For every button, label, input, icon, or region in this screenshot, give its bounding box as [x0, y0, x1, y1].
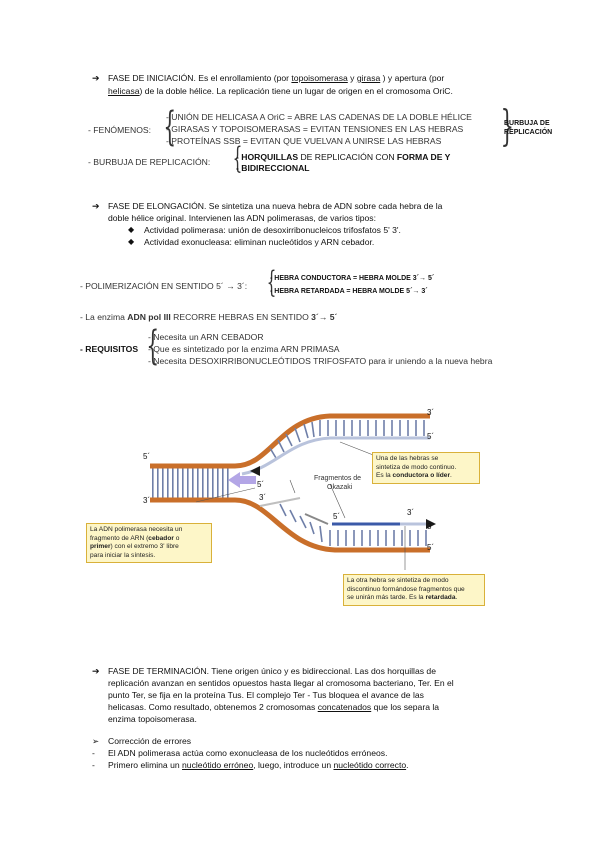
- label-top-right-3: 3´: [427, 408, 435, 417]
- terminacion-line-4: helicasas. Como resultado, obtenemos 2 cromosomas concatenados que los separa la: [108, 702, 440, 712]
- iniciacion-line-2: helicasa) de la doble hélice. La replicación tiene un lugar de origen en el cromosoma OriC.: [108, 86, 453, 96]
- terminacion-line-1: FASE DE TERMINACIÓN. Tiene origen único y es bidireccional. Las dos horquillas de: [108, 666, 436, 676]
- callout-conductora: Una de las hebras se sintetiza de modo continuo. Es la conductora o líder.: [372, 452, 480, 484]
- label-left-5: 5´: [143, 452, 151, 461]
- requisitos-label: - REQUISITOS: [80, 344, 139, 354]
- polimerizacion-label: - POLIMERIZACIÓN EN SENTIDO 5´ → 3´:: [80, 281, 248, 291]
- elongacion-sub-bullet-1: ◆: [128, 225, 135, 234]
- fenomenos-brace: {: [163, 104, 177, 150]
- label-low-right-3: 3´: [427, 522, 435, 531]
- label-okazaki: Okazaki: [327, 484, 353, 491]
- terminacion-line-5: enzima topoisomerasa.: [108, 714, 197, 724]
- label-low-right-5: 5´: [427, 543, 435, 552]
- label-lag-5: 5´: [333, 512, 341, 521]
- burbuja-brace: {: [232, 141, 243, 176]
- elongacion-line-1: FASE DE ELONGACIÓN. Se sintetiza una nueva hebra de ADN sobre cada hebra de la: [108, 201, 443, 211]
- left-duplex-rungs: [150, 468, 230, 498]
- leading-arrow-head: [250, 466, 260, 476]
- label-left-3: 3´: [143, 496, 151, 505]
- fenomenos-item-1: - UNIÓN DE HELICASA A OriC = ABRE LAS CADENAS DE LA DOBLE HÉLICE: [166, 112, 472, 122]
- fork-movement-arrow: [228, 472, 256, 488]
- label-fragmentos: Fragmentos de: [314, 475, 362, 482]
- fenomenos-item-2: - GIRASAS Y TOPOISOMERASAS = EVITAN TENSIONES EN LAS HEBRAS: [166, 124, 464, 134]
- enzima-line: - La enzima ADN pol III RECORRE HEBRAS EN SENTIDO 3´→ 5´: [80, 312, 338, 322]
- label-lag-3: 3´: [407, 508, 415, 517]
- elongacion-sub-bullet-2: ◆: [128, 237, 135, 246]
- okazaki-pointer-1: [290, 480, 295, 493]
- okazaki-fragment-2: [305, 514, 328, 524]
- callout-retardada: La otra hebra se sintetiza de modo discontinuo formándose fragmentos que se unirán más tarde. Es la retardada.: [343, 574, 485, 606]
- iniciacion-line-1: FASE DE INICIACIÓN. Es el enrollamiento (por topoisomerasa y girasa ) y apertura (por: [108, 73, 445, 83]
- elongacion-sub-1: Actividad polimerasa: unión de desoxirribonucleicos trifosfatos 5' 3'.: [144, 225, 401, 235]
- correccion-dash-1: -: [92, 748, 95, 758]
- burbuja-side-label-1: BURBUJA DE: [504, 120, 550, 127]
- terminacion-line-2: replicación avanzan en sentidos opuestos hasta llegar al cromosoma bacteriano, Ter. En el: [108, 678, 454, 688]
- terminacion-bullet: ➔: [92, 666, 100, 676]
- callout-cebador: La ADN polimerasa necesita un fragmento de ARN (cebador o primer) con el extremo 3' libre para iniciar la síntesis.: [86, 523, 212, 563]
- burbuja-item-1: - HORQUILLAS DE REPLICACIÓN CON FORMA DE Y: [236, 152, 451, 162]
- fenomenos-right-brace: }: [500, 101, 515, 150]
- burbuja-item-2: - BIDIRECCIONAL: [236, 163, 310, 173]
- iniciacion-bullet: ➔: [92, 73, 100, 83]
- polimerizacion-brace: {: [266, 265, 277, 300]
- correccion-item-1: El ADN polimerasa actúa como exonucleasa de los nucleótidos erróneos.: [108, 748, 388, 758]
- label-fork-5: 5´: [257, 480, 265, 489]
- label-fork-3: 3´: [259, 493, 267, 502]
- correccion-bullet: ➢: [92, 736, 100, 746]
- fenomenos-label: - FENÓMENOS:: [88, 125, 152, 135]
- elongacion-line-2: doble hélice original. Intervienen las ADN polimerasas, de varios tipos:: [108, 213, 376, 223]
- fenomenos-item-3: - PROTEÍNAS SSB = EVITAN QUE VUELVAN A UNIRSE LAS HEBRAS: [166, 136, 442, 146]
- polimerizacion-item-2: - HEBRA RETARDADA = HEBRA MOLDE 5´→ 3´: [270, 288, 428, 295]
- elongacion-sub-2: Actividad exonucleasa: eliminan nucleótidos y ARN cebador.: [144, 237, 375, 247]
- burbuja-label: - BURBUJA DE REPLICACIÓN:: [88, 157, 211, 167]
- correccion-dash-2: -: [92, 760, 95, 770]
- polimerizacion-item-1: - HEBRA CONDUCTORA = HEBRA MOLDE 3´→ 5´: [270, 275, 435, 282]
- terminacion-line-3: punto Ter, se fija en la proteína Tus. El complejo Ter - Tus bloquea el avance de las: [108, 690, 424, 700]
- requisitos-brace: {: [146, 323, 160, 369]
- burbuja-side-label-2: REPLICACIÓN: [504, 129, 553, 136]
- elongacion-bullet: ➔: [92, 201, 100, 211]
- requisitos-item-1: - Necesita un ARN CEBADOR: [148, 332, 264, 342]
- requisitos-item-2: - Que es sintetizado por la enzima ARN PRIMASA: [148, 344, 340, 354]
- requisitos-item-3: - Necesita DESOXIRRIBONUCLEÓTIDOS TRIFOSFATO para ir uniendo a la nueva hebra: [148, 356, 493, 366]
- correccion-title: Corrección de errores: [108, 736, 192, 746]
- label-mid-right-5: 5´: [427, 432, 435, 441]
- correccion-item-2: Primero elimina un nucleótido erróneo, luego, introduce un nucleótido correcto.: [108, 760, 409, 770]
